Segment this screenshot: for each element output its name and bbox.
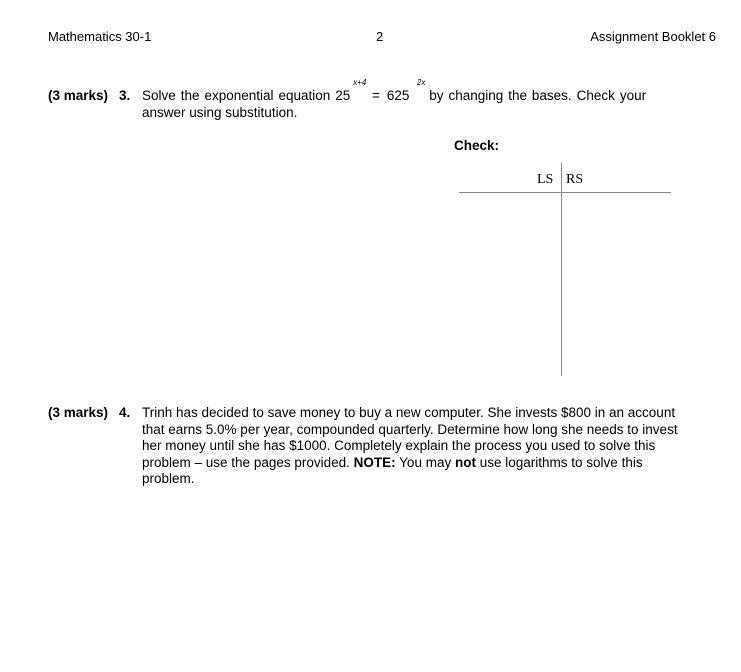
question-4-body-2: You may: [399, 454, 452, 470]
check-label: Check:: [454, 138, 500, 153]
question-3-term-right: [386, 78, 426, 105]
question-3-instruction: by changing the bases. Check your: [429, 88, 647, 103]
check-t-chart: [459, 163, 671, 377]
question-3-marks: (3 marks): [48, 88, 109, 103]
question-4-number: 4.: [119, 405, 131, 420]
question-4-body-3: use logarithms to solve this problem.: [142, 454, 643, 487]
question-4-note-label: NOTE:: [353, 454, 396, 470]
question-3-base-left: 25: [335, 88, 351, 103]
question-3-text: [142, 78, 682, 121]
ls-label: LS: [537, 172, 554, 187]
rs-label: RS: [566, 172, 584, 187]
question-3-term-left: [335, 78, 367, 105]
page-number: 2: [376, 29, 384, 44]
booklet-title: Assignment Booklet 6: [590, 29, 716, 44]
question-4-text: [142, 405, 694, 488]
question-3-exponent-left: x+4: [353, 78, 367, 87]
question-3-number: 3.: [119, 88, 131, 103]
t-chart-horizontal-line: [459, 192, 671, 193]
question-3-line-1: [142, 78, 682, 105]
question-3-line-2: answer using substitution.: [142, 104, 298, 120]
course-title: Mathematics 30-1: [48, 29, 152, 44]
question-4-marks: (3 marks): [48, 405, 109, 420]
question-3-base-right: 625: [386, 88, 410, 103]
question-3-equals: =: [372, 88, 380, 103]
question-3-intro: Solve the exponential equation: [142, 88, 331, 103]
question-3-exponent-right: 2x: [416, 78, 426, 87]
question-4-body: Trinh has decided to save money to buy a new computer. She invests $800 in an account that earns 5.0% per year, compounded quarterly. Determine how long she needs to invest her money until she has $1000. Completely explain the process you used to solve this problem – use the pages provided.: [142, 405, 678, 470]
question-4-emphasis: not: [454, 454, 476, 470]
t-chart-vertical-line: [561, 163, 562, 376]
